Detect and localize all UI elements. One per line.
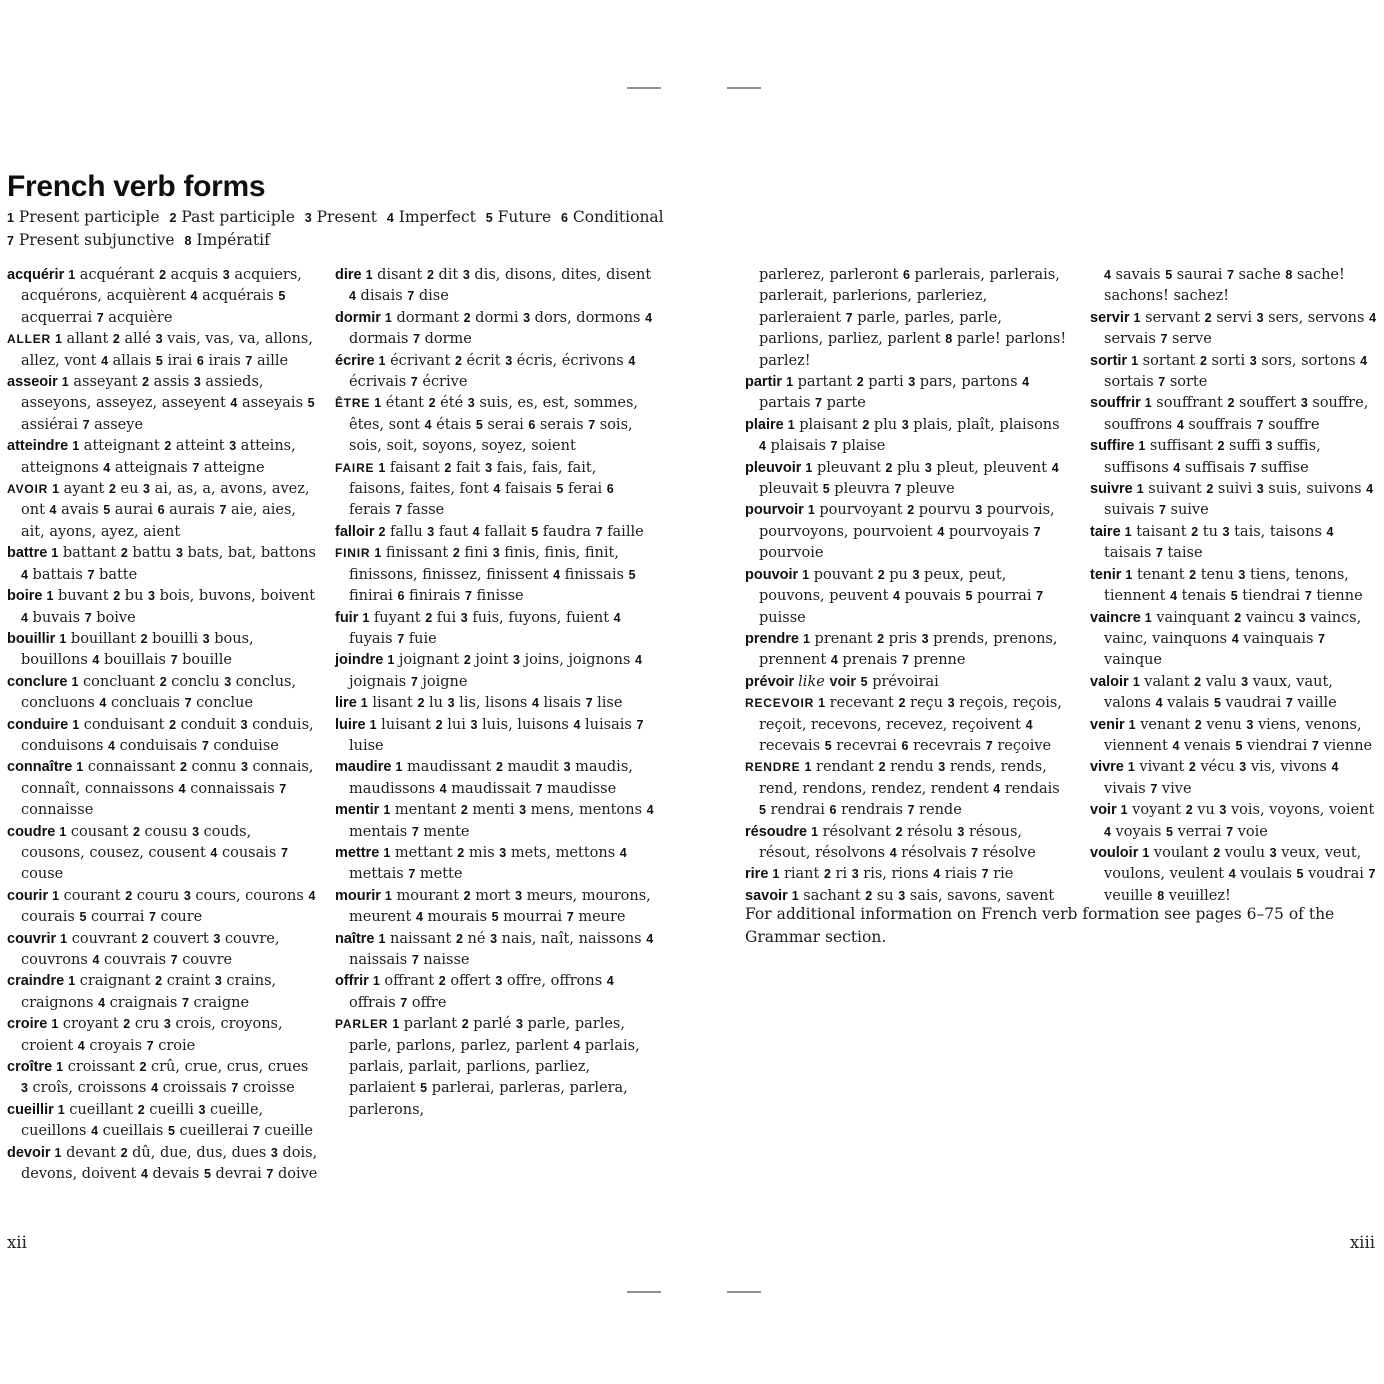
verb-forms: 1 lisant 2 lu 3 lis, lisons 4 lisais 7 lise	[360, 695, 623, 712]
verb-entry	[745, 864, 1067, 885]
verb-headword: dire	[335, 267, 362, 283]
verb-forms: 1 écrivant 2 écrit 3 écris, écrivons 4 écrivais 7 écrive	[349, 352, 636, 391]
verb-entry	[1090, 672, 1384, 715]
verb-entry	[335, 393, 657, 457]
verb-headword: battre	[7, 545, 48, 562]
verb-headword: prévoir	[745, 673, 795, 690]
verb-forms: 1 atteignant 2 atteint 3 atteins, atteignons 4 atteignais 7 atteigne	[21, 438, 296, 476]
page-number-right: xiii	[1349, 1233, 1375, 1252]
verb-headword: lire	[335, 695, 357, 712]
verb-forms: 1 buvant 2 bu 3 bois, buvons, boivent 4 buvais 7 boive	[21, 588, 316, 626]
verb-headword: résoudre	[745, 823, 808, 840]
verb-headword: mettre	[335, 844, 380, 861]
verb-forms: 1 mourant 2 mort 3 meurs, mourons, meurent 4 mourais 5 mourrai 7 meure	[349, 887, 651, 926]
page-number-left: xii	[7, 1233, 27, 1252]
verb-entry	[7, 1143, 319, 1186]
verb-headword: dormir	[335, 309, 381, 326]
verb-headword: prendre	[745, 630, 799, 647]
verb-headword: ALLER	[7, 332, 51, 347]
verb-forms: 1 servant 2 servi 3 sers, servons 4 servais 7 serve	[1104, 309, 1377, 348]
fold-mark	[727, 87, 761, 89]
verb-column-3	[745, 265, 1067, 907]
verb-headword: joindre	[335, 652, 384, 669]
verb-forms: 1 recevant 2 reçu 3 reçois, reçois, reçoit, recevons, recevez, reçoivent 4 recevais 5 recevrai 6 recevrais 7 reçoive	[759, 695, 1062, 754]
verb-headword: tenir	[1090, 566, 1122, 583]
verb-entry	[335, 843, 657, 886]
legend	[7, 206, 767, 252]
page-title: French verb forms	[7, 170, 266, 204]
verb-column-1	[7, 265, 319, 1185]
verb-forms: 1 résolvant 2 résolu 3 résous, résout, résolvons 4 résolvais 7 résolve	[759, 823, 1036, 861]
verb-entry	[1090, 608, 1384, 672]
verb-entry	[745, 372, 1067, 415]
verb-forms: 1 plaisant 2 plu 3 plais, plaît, plaisons 4 plaisais 7 plaise	[759, 416, 1060, 455]
verb-headword: mentir	[335, 802, 380, 819]
verb-entry	[1090, 757, 1384, 800]
fold-mark	[627, 87, 661, 89]
verb-entry	[7, 715, 319, 758]
verb-forms: 1 courant 2 couru 3 cours, courons 4 courais 5 courrai 7 coure	[21, 887, 316, 926]
verb-headword: venir	[1090, 716, 1125, 733]
verb-entry	[1090, 800, 1384, 843]
verb-entry	[745, 757, 1067, 821]
verb-entry	[335, 800, 657, 843]
verb-forms: 1 rendant 2 rendu 3 rends, rends, rend, rendons, rendez, rendent 4 rendais 5 rendrai 6 rendrais 7 rende	[759, 759, 1060, 819]
verb-entry	[1090, 393, 1384, 436]
verb-headword: rire	[745, 866, 769, 883]
verb-entry	[1090, 479, 1384, 522]
verb-forms: like voir 5 prévoirai	[798, 673, 939, 690]
verb-forms: 1 pleuvant 2 plu 3 pleut, pleuvent 4 pleuvait 5 pleuvra 7 pleuve	[759, 459, 1059, 498]
verb-headword: conclure	[7, 673, 68, 690]
verb-headword: souffrir	[1090, 395, 1141, 412]
verb-forms: parlerez, parleront 6 parlerais, parlerais, parlerait, parlerions, parleriez, parleraient 7 parle, parles, parle, parlions, parliez, parlent 8 parle! parlons! parlez!	[759, 267, 1067, 369]
verb-entry	[7, 822, 319, 886]
verb-entry	[1090, 265, 1384, 308]
verb-entry	[335, 458, 657, 522]
verb-headword: devoir	[7, 1144, 51, 1161]
verb-forms: 1 couvrant 2 couvert 3 couvre, couvrons 4 couvrais 7 couvre	[21, 930, 280, 968]
verb-forms: 1 acquérant 2 acquis 3 acquiers, acquérons, acquièrent 4 acquérais 5 acquerrai 7 acquière	[21, 267, 302, 326]
verb-headword: mourir	[335, 887, 381, 904]
verb-forms: 1 cousant 2 cousu 3 couds, cousons, cousez, cousent 4 cousais 7 couse	[21, 823, 288, 883]
verb-entry	[7, 757, 319, 821]
verb-forms: 1 finissant 2 fini 3 finis, finis, finit, finissons, finissez, finissent 4 finissais 5 finirai 6 finirais 7 finisse	[349, 545, 636, 605]
verb-entry	[1090, 351, 1384, 394]
verb-headword: pourvoir	[745, 502, 804, 519]
verb-entry	[745, 265, 1067, 372]
verb-forms: 1 suffisant 2 suffi 3 suffis, suffisons 4 suffisais 7 suffise	[1104, 438, 1321, 476]
verb-headword: cueillir	[7, 1101, 54, 1118]
verb-entry	[7, 372, 319, 436]
verb-headword: couvrir	[7, 930, 57, 947]
verb-column-2	[335, 265, 657, 1121]
verb-headword: AVOIR	[7, 482, 49, 497]
verb-entry	[1090, 843, 1384, 907]
verb-headword: croître	[7, 1059, 53, 1076]
verb-forms: 1 pourvoyant 2 pourvu 3 pourvois, pourvoyons, pourvoient 4 pourvoyais 7 pourvoie	[759, 502, 1055, 562]
verb-headword: pouvoir	[745, 566, 799, 583]
verb-headword: connaître	[7, 759, 73, 776]
verb-entry	[745, 565, 1067, 629]
verb-entry	[7, 971, 319, 1014]
verb-headword: courir	[7, 887, 49, 904]
verb-headword: craindre	[7, 973, 65, 990]
verb-forms: 1 faisant 2 fait 3 fais, fais, fait, faisons, faites, font 4 faisais 5 ferai 6 ferais 7 fasse	[349, 459, 614, 519]
verb-entry	[1090, 308, 1384, 351]
verb-headword: valoir	[1090, 673, 1129, 690]
verb-entry	[335, 543, 657, 607]
verb-entry	[7, 886, 319, 929]
verb-forms: 1 taisant 2 tu 3 tais, taisons 4 taisais 7 taise	[1104, 523, 1334, 562]
verb-entry	[335, 1014, 657, 1121]
verb-column-4	[1090, 265, 1384, 907]
verb-forms: 1 craignant 2 craint 3 crains, craignons 4 craignais 7 craigne	[21, 973, 277, 1011]
verb-forms: 1 ayant 2 eu 3 ai, as, a, avons, avez, ont 4 avais 5 aurai 6 aurais 7 aie, aies, ait, ayons, ayez, aient	[21, 481, 310, 540]
verb-forms: 1 valant 2 valu 3 vaux, vaut, valons 4 valais 5 vaudrai 7 vaille	[1104, 673, 1337, 712]
verb-headword: suivre	[1090, 481, 1133, 498]
verb-entry	[7, 672, 319, 715]
verb-headword: vivre	[1090, 759, 1124, 776]
verb-forms: 1 maudissant 2 maudit 3 maudis, maudissons 4 maudissait 7 maudisse	[349, 759, 633, 797]
verb-headword: asseoir	[7, 374, 58, 391]
verb-headword: vouloir	[1090, 844, 1139, 861]
verb-forms: 1 bouillant 2 bouilli 3 bous, bouillons 4 bouillais 7 bouille	[21, 630, 254, 669]
verb-headword: suffire	[1090, 438, 1135, 455]
verb-entry	[7, 1014, 319, 1057]
verb-entry	[335, 757, 657, 800]
verb-entry	[1090, 565, 1384, 608]
verb-forms: 1 vainquant 2 vaincu 3 vaincs, vainc, vainquons 4 vainquais 7 vainque	[1104, 609, 1362, 669]
verb-headword: ÊTRE	[335, 396, 371, 411]
verb-entry	[335, 715, 657, 758]
verb-forms: 1 sachant 2 su 3 sais, savons, savent	[791, 887, 1055, 904]
verb-forms: 1 parlant 2 parlé 3 parle, parles, parle, parlons, parlez, parlent 4 parlais, parlais, parlait, parlions, parliez, parlaient 5 parlerai, parleras, parlera, parlerons,	[349, 1016, 640, 1118]
verb-forms: 1 naissant 2 né 3 nais, naît, naissons 4 naissais 7 naisse	[349, 930, 654, 968]
verb-entry	[7, 586, 319, 629]
verb-entry	[335, 608, 657, 651]
verb-forms: 1 devant 2 dû, due, dus, dues 3 dois, devons, doivent 4 devais 5 devrai 7 doive	[21, 1144, 318, 1183]
verb-entry	[745, 693, 1067, 757]
verb-entry	[335, 693, 657, 714]
verb-forms: 1 voyant 2 vu 3 vois, voyons, voient 4 voyais 5 verrai 7 voie	[1104, 802, 1375, 840]
verb-headword: écrire	[335, 352, 375, 369]
verb-headword: offrir	[335, 973, 369, 990]
verb-headword: maudire	[335, 759, 392, 776]
verb-entry	[745, 415, 1067, 458]
verb-entry	[335, 886, 657, 929]
verb-headword: croire	[7, 1016, 48, 1033]
verb-forms: 1 concluant 2 conclu 3 conclus, concluons 4 concluais 7 conclue	[21, 673, 297, 712]
verb-forms: 1 allant 2 allé 3 vais, vas, va, allons, allez, vont 4 allais 5 irai 6 irais 7 aille	[21, 331, 313, 369]
verb-entry	[745, 629, 1067, 672]
verb-headword: savoir	[745, 887, 788, 904]
verb-entry	[1090, 522, 1384, 565]
verb-entry	[335, 522, 657, 543]
verb-entry	[7, 265, 319, 329]
verb-entry	[745, 822, 1067, 865]
verb-entry	[7, 1100, 319, 1143]
verb-headword: partir	[745, 374, 783, 391]
verb-forms: 1 mentant 2 menti 3 mens, mentons 4 mentais 7 mente	[349, 802, 654, 840]
verb-forms: 1 conduisant 2 conduit 3 conduis, conduisons 4 conduisais 7 conduise	[21, 716, 314, 754]
verb-forms: 1 battant 2 battu 3 bats, bat, battons 4 battais 7 batte	[21, 545, 316, 583]
verb-forms: 1 cueillant 2 cueilli 3 cueille, cueillons 4 cueillais 5 cueillerai 7 cueille	[21, 1101, 313, 1140]
verb-headword: naître	[335, 930, 375, 947]
verb-headword: conduire	[7, 716, 69, 733]
verb-headword: servir	[1090, 309, 1130, 326]
verb-headword: falloir	[335, 523, 375, 540]
verb-headword: RECEVOIR	[745, 696, 815, 711]
verb-forms: 1 joignant 2 joint 3 joins, joignons 4 joignais 7 joigne	[349, 652, 642, 690]
verb-entry	[7, 479, 319, 543]
verb-forms: 1 suivant 2 suivi 3 suis, suivons 4 suivais 7 suive	[1104, 481, 1374, 519]
verb-entry	[1090, 715, 1384, 758]
verb-headword: RENDRE	[745, 760, 801, 775]
grammar-note: For additional information on French verb formation see pages 6–75 of the Grammar section.	[745, 905, 1335, 946]
verb-forms: 1 fuyant 2 fui 3 fuis, fuyons, fuient 4 fuyais 7 fuie	[349, 609, 621, 647]
verb-forms: 1 vivant 2 vécu 3 vis, vivons 4 vivais 7 vive	[1104, 759, 1339, 797]
verb-entry	[335, 650, 657, 693]
verb-entry	[745, 458, 1067, 501]
verb-entry	[7, 629, 319, 672]
verb-headword: boire	[7, 588, 43, 605]
verb-forms: 1 prenant 2 pris 3 prends, prenons, prennent 4 prenais 7 prenne	[759, 630, 1058, 669]
verb-forms: 1 partant 2 parti 3 pars, partons 4 partais 7 parte	[759, 374, 1030, 412]
verb-forms: 1 sortant 2 sorti 3 sors, sortons 4 sortais 7 sorte	[1104, 352, 1368, 391]
verb-entry	[7, 436, 319, 479]
verb-headword: taire	[1090, 523, 1121, 540]
verb-entry	[7, 929, 319, 972]
verb-headword: vaincre	[1090, 609, 1141, 626]
verb-entry	[335, 929, 657, 972]
verb-headword: PARLER	[335, 1017, 389, 1032]
verb-entry	[745, 672, 1067, 693]
verb-entry	[7, 329, 319, 372]
verb-forms: 1 croissant 2 crû, crue, crus, crues 3 croîs, croissons 4 croissais 7 croisse	[21, 1059, 309, 1097]
verb-headword: bouillir	[7, 630, 56, 647]
verb-forms: 1 pouvant 2 pu 3 peux, peut, pouvons, peuvent 4 pouvais 5 pourrai 7 puisse	[759, 566, 1044, 626]
verb-entry	[335, 351, 657, 394]
verb-entry	[335, 308, 657, 351]
verb-entry	[1090, 436, 1384, 479]
verb-forms: 1 asseyant 2 assis 3 assieds, asseyons, asseyez, asseyent 4 asseyais 5 assiérai 7 asseye	[21, 374, 315, 433]
verb-forms: 1 luisant 2 lui 3 luis, luisons 4 luisais 7 luise	[349, 716, 644, 754]
verb-forms: 1 connaissant 2 connu 3 connais, connaît, connaissons 4 connaissais 7 connaisse	[21, 759, 314, 819]
verb-headword: voir	[1090, 802, 1117, 819]
verb-forms: 1 étant 2 été 3 suis, es, est, sommes, êtes, sont 4 étais 5 serai 6 serais 7 sois, sois, soit, soyons, soyez, soient	[349, 395, 639, 455]
verb-forms: 1 riant 2 ri 3 ris, rions 4 riais 7 rie	[772, 866, 1014, 883]
legend-line: 7 Present subjunctive 8 Impératif	[7, 231, 270, 249]
verb-forms: 1 venant 2 venu 3 viens, venons, viennent 4 venais 5 viendrai 7 vienne	[1104, 716, 1373, 754]
verb-forms: 1 mettant 2 mis 3 mets, mettons 4 mettais 7 mette	[349, 844, 627, 883]
verb-forms: 2 fallu 3 faut 4 fallait 5 faudra 7 faille	[378, 523, 644, 540]
verb-forms: 1 dormant 2 dormi 3 dors, dormons 4 dormais 7 dorme	[349, 309, 653, 348]
fold-mark	[727, 1291, 761, 1293]
legend-line: 1 Present participle 2 Past participle 3 Present 4 Imperfect 5 Future 6 Conditional	[7, 208, 664, 226]
verb-entry	[7, 1057, 319, 1100]
verb-headword: atteindre	[7, 438, 69, 455]
verb-forms: 1 souffrant 2 souffert 3 souffre, souffrons 4 souffrais 7 souffre	[1104, 395, 1369, 433]
verb-entry	[7, 543, 319, 586]
verb-forms: 4 savais 5 saurai 7 sache 8 sache! sachons! sachez!	[1104, 267, 1345, 305]
verb-forms: 1 disant 2 dit 3 dis, disons, dites, disent 4 disais 7 dise	[349, 267, 652, 305]
verb-headword: luire	[335, 716, 366, 733]
verb-entry	[745, 500, 1067, 564]
verb-headword: FINIR	[335, 546, 371, 561]
verb-headword: plaire	[745, 416, 784, 433]
verb-headword: acquérir	[7, 267, 65, 283]
verb-headword: sortir	[1090, 352, 1128, 369]
verb-forms: 1 croyant 2 cru 3 crois, croyons, croient 4 croyais 7 croie	[21, 1016, 283, 1054]
fold-mark	[627, 1291, 661, 1293]
verb-headword: fuir	[335, 609, 359, 626]
verb-forms: 1 tenant 2 tenu 3 tiens, tenons, tiennent 4 tenais 5 tiendrai 7 tienne	[1104, 566, 1363, 605]
verb-headword: pleuvoir	[745, 459, 802, 476]
verb-entry	[335, 971, 657, 1014]
verb-forms: 1 offrant 2 offert 3 offre, offrons 4 offrais 7 offre	[349, 973, 614, 1011]
verb-entry	[335, 265, 657, 308]
verb-forms: 1 voulant 2 voulu 3 veux, veut, voulons, veulent 4 voulais 5 voudrai 7 veuille 8 veuillez!	[1104, 844, 1376, 904]
verb-headword: FAIRE	[335, 460, 375, 475]
verb-headword: coudre	[7, 823, 56, 840]
